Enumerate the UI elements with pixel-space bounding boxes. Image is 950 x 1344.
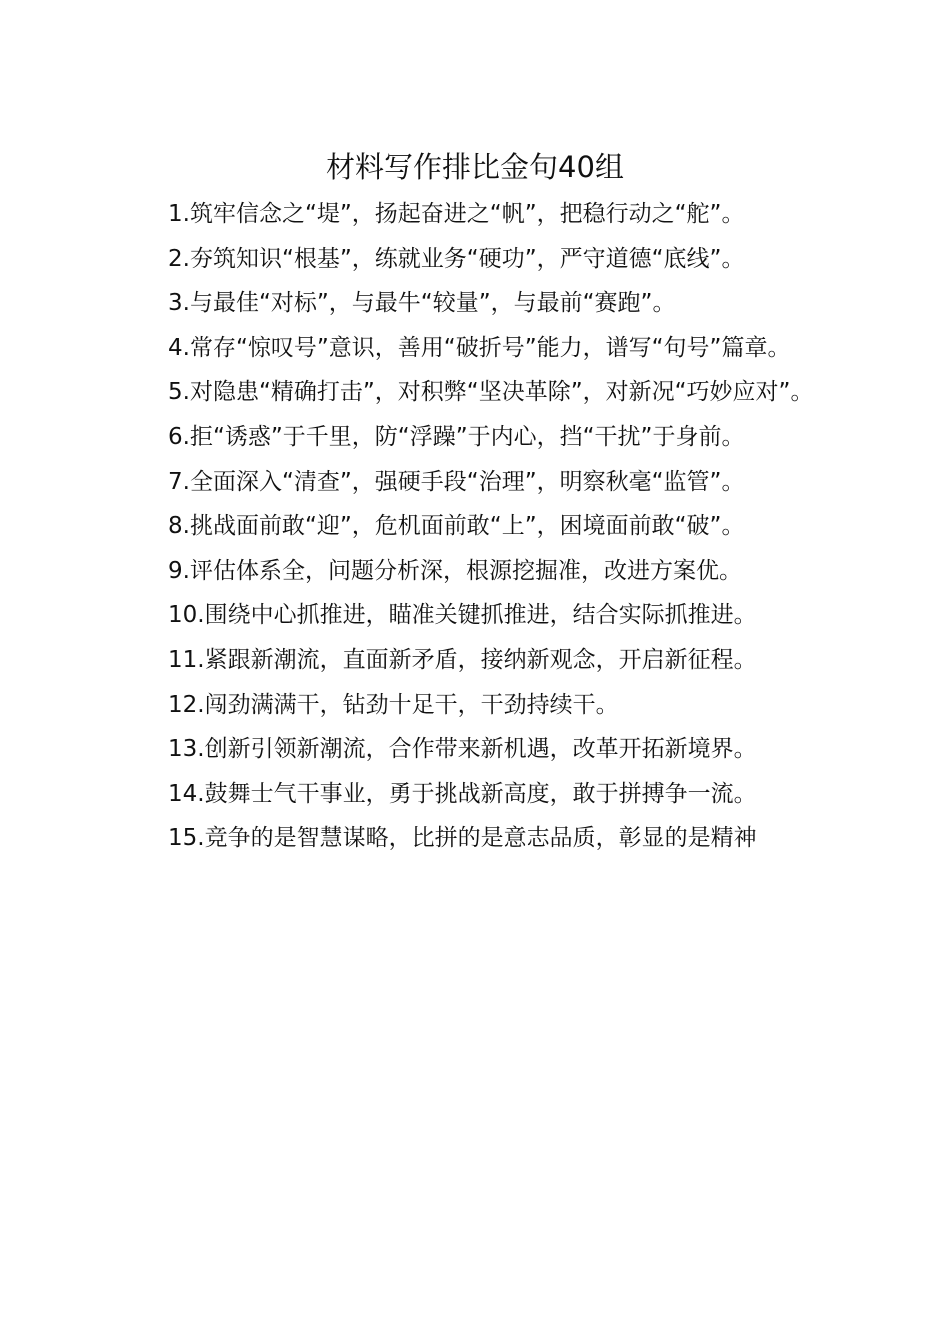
document-title: 材料写作排比金句40组 — [326, 150, 624, 184]
list-item: 14.鼓舞士气干事业，勇于挑战新高度，敢于拼搏争一流。 — [168, 780, 757, 807]
list-item: 8.挑战面前敢“迎”，危机面前敢“上”，困境面前敢“破”。 — [168, 513, 745, 540]
list-item: 11.紧跟新潮流，直面新矛盾，接纳新观念，开启新征程。 — [168, 646, 757, 673]
list-item: 3.与最佳“对标”，与最牛“较量”，与最前“赛跑”。 — [168, 290, 676, 317]
list-item: 13.创新引领新潮流，合作带来新机遇，改革开拓新境界。 — [168, 736, 757, 763]
list-item: 10.围绕中心抓推进，瞄准关键抓推进，结合实际抓推进。 — [168, 602, 757, 629]
list-item: 7.全面深入“清查”，强硬手段“治理”，明察秋毫“监管”。 — [168, 468, 745, 495]
list-item: 4.常存“惊叹号”意识，善用“破折号”能力，谱写“句号”篇章。 — [168, 334, 791, 361]
document-body — [118, 192, 830, 861]
list-item: 6.拒“诱惑”于千里，防“浮躁”于内心，挡“干扰”于身前。 — [168, 423, 745, 450]
list-item: 12.闯劲满满干，钻劲十足干，干劲持续干。 — [168, 691, 619, 718]
list-item: 15.竞争的是智慧谋略，比拼的是意志品质，彰显的是精神 — [168, 825, 757, 852]
list-item: 9.评估体系全，问题分析深，根源挖掘准，改进方案优。 — [168, 557, 742, 584]
list-item: 1.筑牢信念之“堤”，扬起奋进之“帆”，把稳行动之“舵”。 — [168, 201, 745, 227]
list-item: 5.对隐患“精确打击”，对积弊“坚决革除”，对新况“巧妙应对”。 — [168, 379, 814, 406]
list-item: 2.夯筑知识“根基”，练就业务“硬功”，严守道德“底线”。 — [168, 245, 745, 272]
